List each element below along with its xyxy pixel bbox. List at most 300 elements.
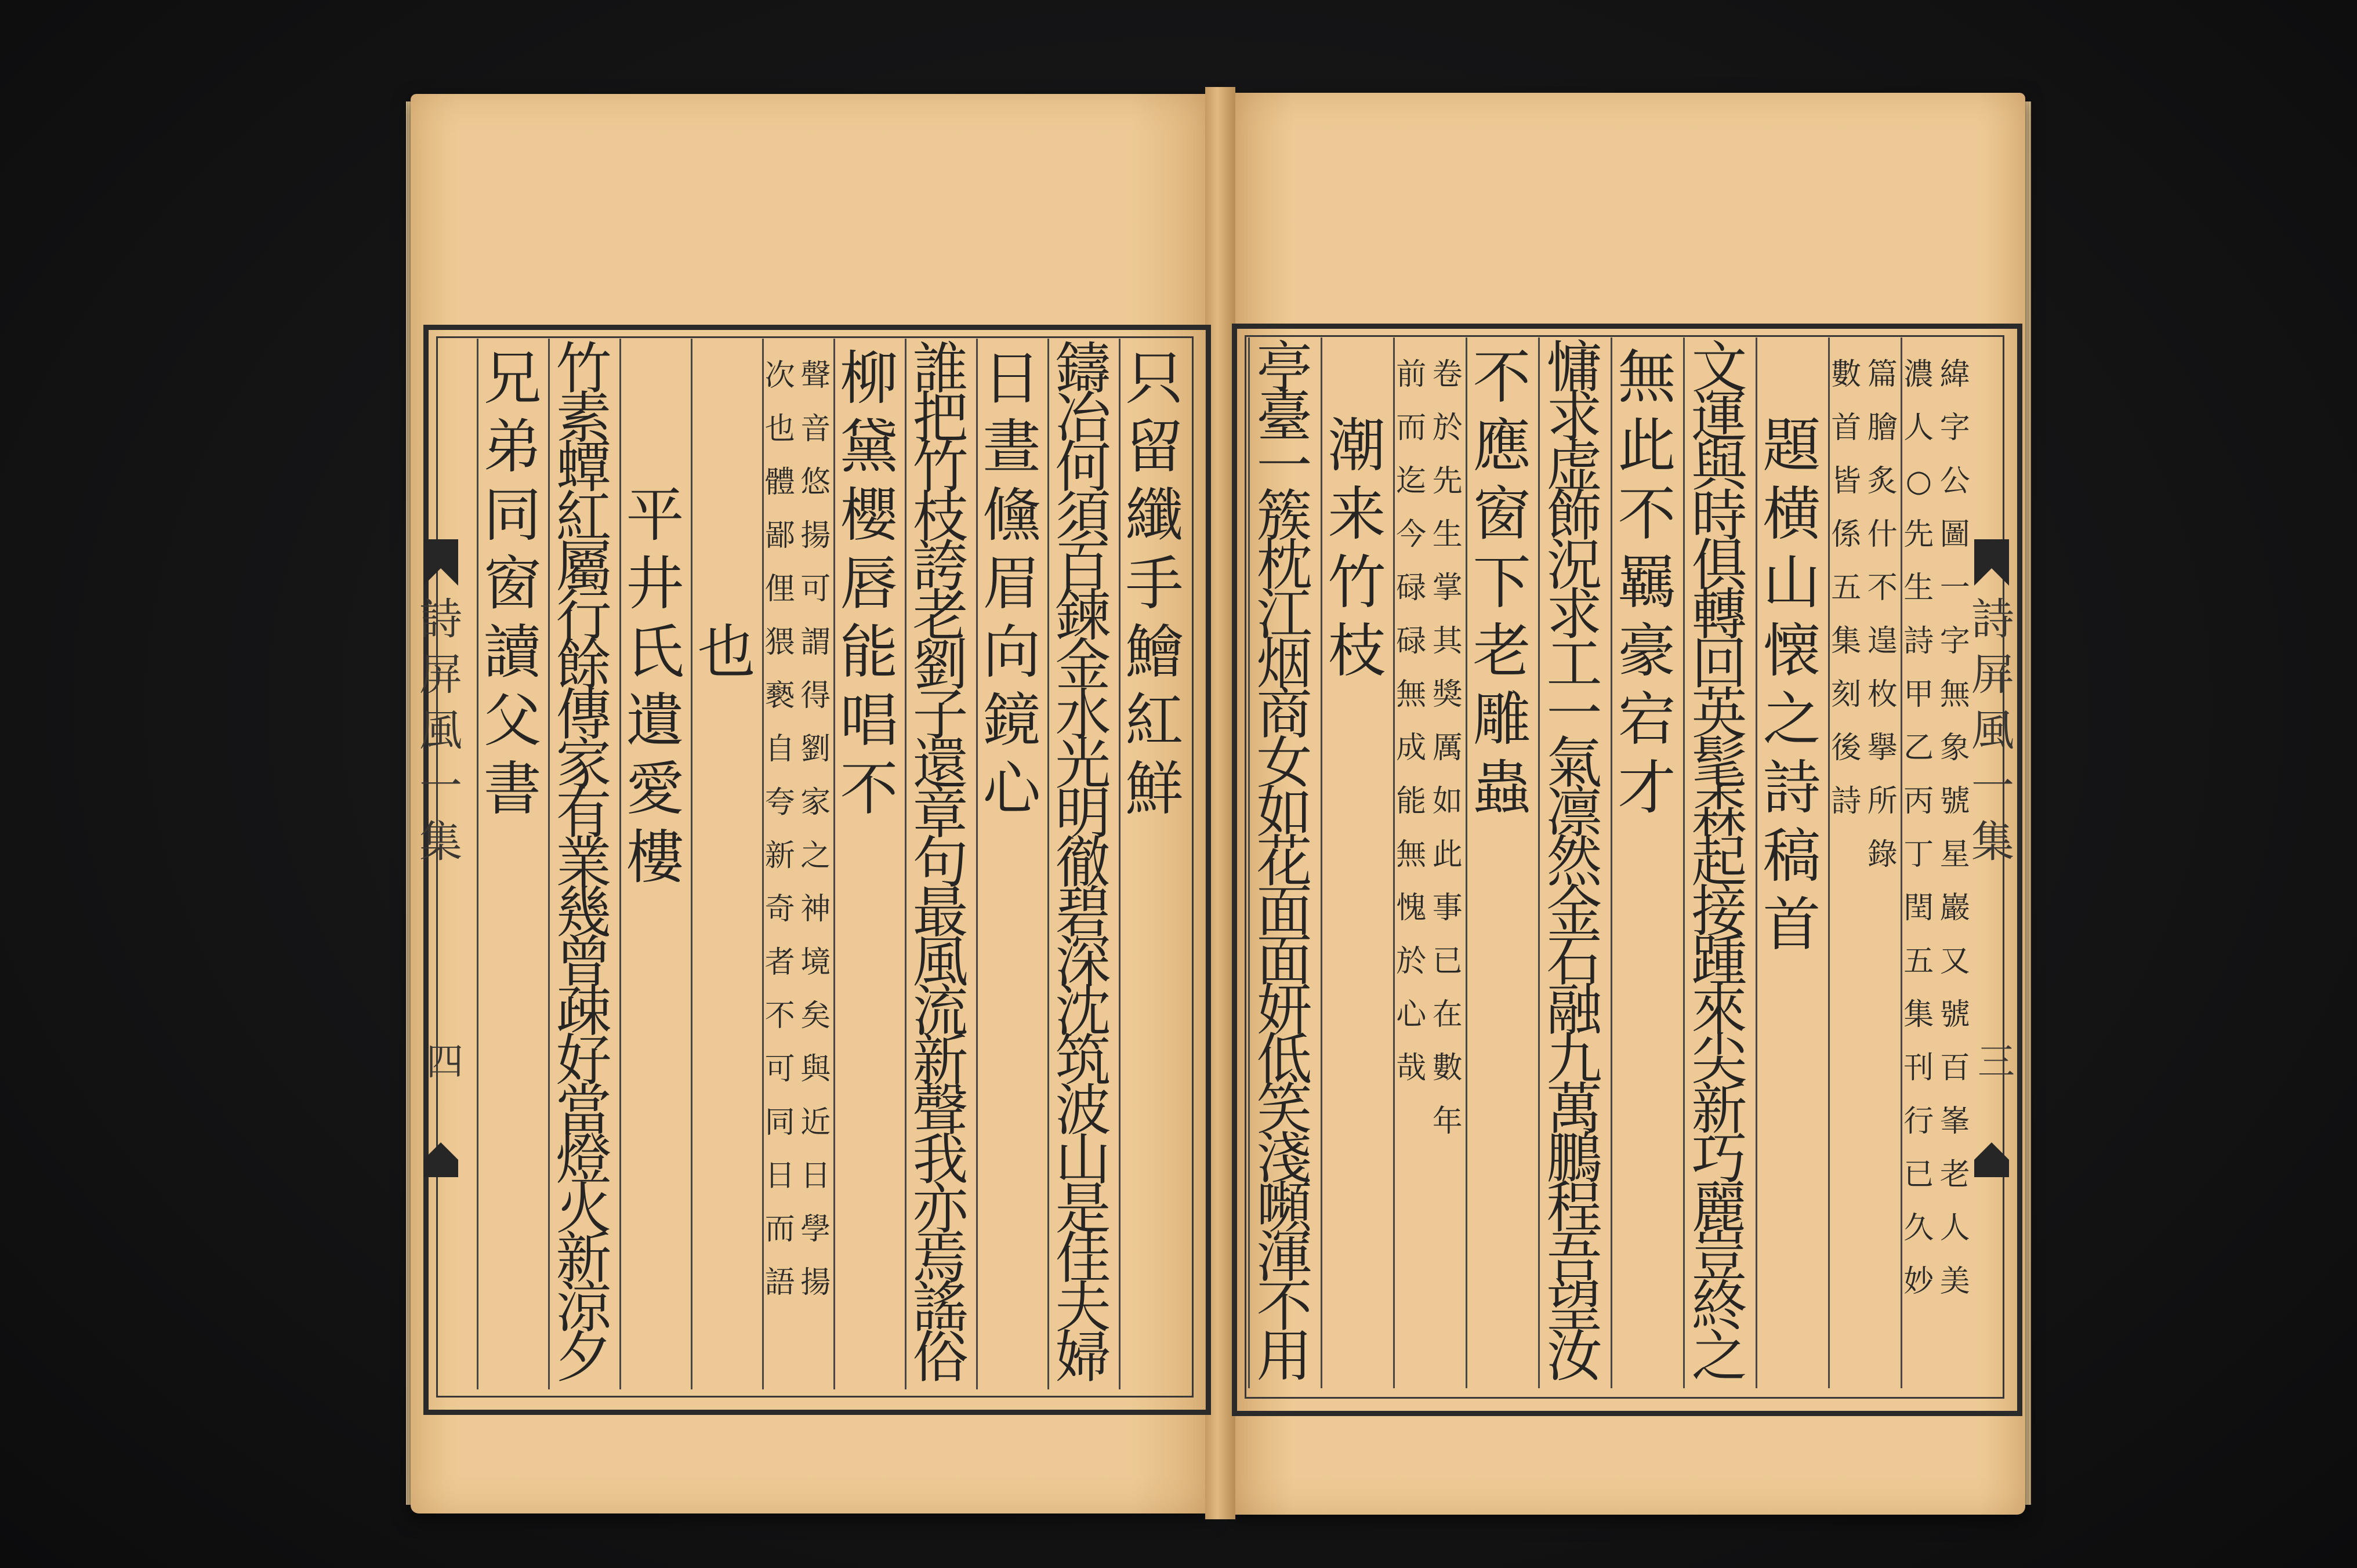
character: 愛 (626, 755, 684, 823)
character: 吾 (1546, 1225, 1602, 1290)
character: 來 (1691, 978, 1747, 1043)
character: 如 (1432, 784, 1463, 819)
character: 無 (1939, 677, 1970, 712)
character: 運 (1691, 384, 1747, 450)
character: 聲 (912, 1077, 969, 1143)
character: 渾 (1256, 1225, 1312, 1290)
character: 卷 (1432, 357, 1463, 392)
character: 聲 (800, 358, 831, 393)
character: 詩 (1971, 594, 2014, 644)
character: 傳 (556, 682, 612, 747)
character: 可 (800, 572, 831, 607)
character: 厲 (1432, 731, 1463, 765)
character: 先 (1432, 464, 1463, 499)
character: 徹 (1055, 830, 1111, 896)
character: 枕 (1256, 532, 1312, 598)
character: 山 (1055, 1127, 1111, 1192)
character: 碌 (1396, 624, 1427, 659)
character: 唇 (840, 550, 898, 618)
character: 遺 (626, 687, 684, 754)
character: 弟 (483, 413, 542, 481)
character: 於 (1396, 944, 1427, 979)
character: 眉 (982, 550, 1041, 618)
character: 日 (764, 1159, 795, 1193)
character: 所 (1867, 784, 1898, 819)
character: 平 (626, 481, 684, 549)
text-column (906, 336, 975, 1390)
character: 學 (800, 1212, 831, 1247)
character: 巖 (1939, 891, 1970, 925)
character: 此 (1618, 412, 1676, 480)
annotation-column (1430, 348, 1466, 1148)
character: 碧 (1055, 880, 1111, 945)
character: 一 (1939, 571, 1970, 605)
character: 象 (1939, 731, 1970, 765)
character: 明 (1055, 781, 1111, 847)
character: 妍 (1256, 978, 1312, 1043)
character: 氣 (1546, 730, 1602, 796)
character: 劉 (912, 633, 969, 698)
character: 掌 (1432, 571, 1463, 605)
character: 行 (556, 583, 612, 649)
character: 無 (1396, 837, 1427, 872)
character: 新 (556, 1226, 612, 1291)
character: 時 (1691, 483, 1747, 549)
character: 俱 (1691, 532, 1747, 598)
character: 愧 (1396, 891, 1427, 925)
character: 閏 (1903, 891, 1934, 925)
character: 金 (1055, 633, 1111, 698)
character: 鵬 (1546, 1126, 1602, 1191)
character: 竹 (1328, 549, 1386, 616)
character: 父 (483, 687, 542, 754)
character: 我 (912, 1127, 969, 1192)
character: 兄 (483, 344, 542, 412)
character: 髦 (1691, 730, 1747, 796)
character: 石 (1546, 928, 1602, 993)
character: 業 (556, 830, 612, 896)
character: 已 (1432, 944, 1463, 979)
character: 鑄 (1055, 336, 1111, 401)
character: 是 (1055, 1176, 1111, 1242)
character: 能 (840, 618, 898, 686)
character: 樓 (626, 823, 684, 891)
character: 五 (1831, 571, 1862, 605)
character: 俚 (764, 572, 795, 607)
character: 詩 (1763, 754, 1821, 822)
character: 奇 (764, 892, 795, 927)
character: 才 (1618, 754, 1676, 822)
character: 紅 (556, 484, 612, 550)
character: 豪 (1618, 617, 1676, 685)
character: 而 (1396, 411, 1427, 445)
character: 汝 (1546, 1323, 1602, 1389)
character: 自 (764, 732, 795, 767)
character: 来 (1328, 480, 1386, 548)
character: 花 (1256, 829, 1312, 895)
character: 火 (556, 1176, 612, 1242)
character: 櫻 (840, 481, 898, 549)
character: 五 (1903, 944, 1934, 979)
character: 一 (1546, 681, 1602, 746)
character: 須 (1055, 484, 1111, 550)
character: 與 (1691, 434, 1747, 499)
character: 同 (483, 481, 542, 549)
character: 今 (1396, 517, 1427, 552)
character: 遑 (1867, 624, 1898, 659)
character: 數 (1831, 357, 1862, 392)
character: 一 (1256, 434, 1312, 499)
character: 不 (1618, 480, 1676, 548)
character: 與 (800, 1052, 831, 1087)
character: 蟫 (556, 435, 612, 500)
character: 風 (1971, 706, 2014, 756)
character: 有 (556, 781, 612, 847)
character: 不 (1867, 571, 1898, 605)
character: 婦 (1055, 1324, 1111, 1390)
character: 音 (800, 412, 831, 447)
character: 金 (1546, 879, 1602, 944)
left-page-number: 四 (426, 1041, 463, 1084)
character: 緯 (1939, 357, 1970, 392)
character: 濃 (1903, 357, 1934, 392)
character: 水 (1055, 682, 1111, 747)
character: 最 (912, 880, 969, 945)
character: 如 (1256, 780, 1312, 845)
character: 老 (1939, 1157, 1970, 1192)
character: 鄙 (764, 518, 795, 553)
character: 集 (1971, 817, 2014, 867)
character: 應 (1473, 412, 1531, 480)
character: 人 (1903, 411, 1934, 445)
character: 融 (1546, 978, 1602, 1043)
annotation-column (799, 349, 833, 1309)
character: 刊 (1903, 1051, 1934, 1086)
character: 又 (1939, 944, 1970, 979)
character: 烟 (1256, 631, 1312, 697)
character: 次 (764, 358, 795, 393)
character: 謠 (912, 1275, 969, 1341)
character: 不 (1256, 1274, 1312, 1340)
character: 氏 (626, 618, 684, 686)
character: 窗 (1473, 480, 1531, 548)
character: 悠 (800, 465, 831, 500)
character: 老 (1473, 617, 1531, 685)
character: 句 (912, 830, 969, 896)
text-column (1757, 412, 1827, 959)
character: 家 (556, 731, 612, 797)
annotation-column (1829, 348, 1864, 828)
character: 屏 (1971, 650, 2014, 700)
character: 哉 (1396, 1051, 1427, 1086)
character: 英 (1691, 681, 1747, 746)
character: 麗 (1691, 1175, 1747, 1240)
character: 丙 (1903, 784, 1934, 819)
character: 俗 (912, 1324, 969, 1390)
character: 餘 (556, 633, 612, 698)
character: 程 (1546, 1175, 1602, 1240)
annotation-column (1394, 348, 1429, 1095)
text-column (1120, 344, 1189, 823)
character: 求 (1546, 384, 1602, 450)
text-column (1049, 336, 1118, 1390)
text-column (1684, 335, 1754, 1389)
character: 擧 (1867, 731, 1898, 765)
character: 回 (1691, 631, 1747, 697)
character: 成 (1396, 731, 1427, 765)
character: 況 (1546, 532, 1602, 598)
character: 風 (912, 929, 969, 994)
character: 無 (1396, 677, 1427, 712)
character: 深 (1055, 929, 1111, 994)
character: 誰 (912, 336, 969, 401)
character: 沈 (1055, 979, 1111, 1044)
character: 飾 (1546, 483, 1602, 549)
character: 波 (1055, 1077, 1111, 1143)
character: 萬 (1546, 1076, 1602, 1142)
character: 一 (419, 761, 462, 811)
character: 亦 (912, 1176, 969, 1242)
character: 柳 (840, 344, 898, 412)
character: 不 (1473, 343, 1531, 411)
character: 號 (1939, 997, 1970, 1032)
text-column (1612, 343, 1682, 822)
character: 之 (800, 839, 831, 873)
character: 佳 (1055, 1226, 1111, 1291)
character: 鏡 (982, 687, 1041, 754)
character: 題 (1763, 412, 1821, 480)
character: 好 (556, 1028, 612, 1094)
character: 潮 (1328, 412, 1386, 480)
character: 炙 (1867, 464, 1898, 499)
character: 求 (1546, 582, 1602, 648)
character: 首 (1763, 891, 1821, 959)
character: 膾 (1867, 411, 1898, 445)
character: 夕 (556, 1324, 612, 1390)
character: 號 (1939, 784, 1970, 819)
character: 行 (1903, 1104, 1934, 1139)
character: 之 (1691, 1323, 1747, 1389)
character: 甲 (1903, 677, 1934, 712)
character: 還 (912, 731, 969, 797)
character: 宕 (1618, 685, 1676, 753)
character: 疎 (556, 979, 612, 1044)
character: 起 (1691, 829, 1747, 895)
character: 窗 (483, 550, 542, 618)
character: 子 (912, 682, 969, 747)
character: 文 (1691, 335, 1747, 400)
text-column (835, 344, 904, 823)
character: 女 (1256, 730, 1312, 796)
character: 笑 (1256, 1076, 1312, 1142)
character: 近 (800, 1105, 831, 1140)
character: 枚 (1867, 677, 1898, 712)
character: 向 (982, 618, 1041, 686)
annotation-column (1938, 348, 1973, 1308)
character: 當 (556, 1077, 612, 1143)
character: 係 (1831, 517, 1862, 552)
character: 黛 (840, 413, 898, 481)
character: 枝 (1328, 617, 1386, 685)
character: 晝 (982, 413, 1041, 481)
character: 流 (912, 979, 969, 1044)
column-rule (691, 339, 692, 1389)
character: 涼 (556, 1275, 612, 1341)
character: 同 (764, 1105, 795, 1140)
character: 蟲 (1473, 754, 1531, 822)
character: 章 (912, 781, 969, 847)
character: 老 (912, 583, 969, 649)
character: 不 (840, 755, 898, 823)
character: 讀 (483, 618, 542, 686)
character: 踵 (1691, 928, 1747, 993)
character: 而 (764, 1212, 795, 1247)
character: 簇 (1256, 483, 1312, 549)
character: 素 (556, 386, 612, 451)
character: 字 (1939, 411, 1970, 445)
character: 前 (1396, 357, 1427, 392)
character: 稿 (1763, 822, 1821, 890)
character: 鱠 (1125, 618, 1184, 686)
character: 矣 (800, 999, 831, 1033)
character: 九 (1546, 1027, 1602, 1092)
character: 手 (1125, 550, 1184, 618)
character: 接 (1691, 879, 1747, 944)
character: 後 (1831, 731, 1862, 765)
character: 懐 (1763, 617, 1821, 685)
character: 一 (1971, 761, 2014, 811)
character: 慵 (1546, 335, 1602, 400)
character: 星 (1939, 837, 1970, 872)
character: 書 (483, 755, 542, 823)
text-column (977, 344, 1046, 823)
character: 峯 (1939, 1104, 1970, 1139)
character: 工 (1546, 631, 1602, 697)
character: 夫 (1055, 1275, 1111, 1341)
character: 曾 (556, 929, 612, 994)
right-page-number: 三 (1978, 1041, 2015, 1084)
character: 新 (1691, 1076, 1747, 1142)
character: 者 (764, 945, 795, 980)
character: 首 (1831, 411, 1862, 445)
character: 美 (1939, 1264, 1970, 1299)
character: 先 (1903, 517, 1934, 552)
character: 於 (1432, 411, 1463, 445)
character: 什 (1867, 517, 1898, 552)
character: 可 (764, 1052, 795, 1087)
character: 下 (1473, 549, 1531, 616)
character: 集 (1831, 624, 1862, 659)
character: 獎 (1432, 677, 1463, 712)
character: 詩 (419, 594, 462, 644)
character: 已 (1903, 1157, 1934, 1192)
character: 亭 (1256, 335, 1312, 400)
character: 用 (1256, 1323, 1312, 1389)
character: 圖 (1939, 517, 1970, 552)
character: 百 (1939, 1051, 1970, 1086)
text-column (1467, 343, 1537, 822)
character: 錄 (1867, 837, 1898, 872)
character: 唱 (840, 687, 898, 754)
character: 乙 (1903, 731, 1934, 765)
character: 久 (1903, 1211, 1934, 1246)
character: 其 (1432, 624, 1463, 659)
character: 屏 (419, 650, 462, 700)
character: 望 (1546, 1274, 1602, 1340)
character: 揚 (800, 518, 831, 553)
character: 公 (1939, 464, 1970, 499)
character: 得 (800, 678, 831, 713)
character: 生 (1903, 571, 1934, 605)
text-column (549, 336, 618, 1390)
character: 體 (764, 465, 795, 500)
character: 何 (1055, 435, 1111, 500)
character: 謂 (800, 625, 831, 660)
character: 豈 (1691, 1225, 1747, 1290)
character: 終 (1691, 1274, 1747, 1340)
character: 只 (1125, 344, 1184, 412)
character: 迄 (1396, 464, 1427, 499)
character: 幾 (556, 880, 612, 945)
character: 光 (1055, 731, 1111, 797)
character: 妙 (1903, 1264, 1934, 1299)
character: 刻 (1831, 677, 1862, 712)
character: 不 (764, 999, 795, 1033)
text-column (1322, 412, 1392, 685)
character: 也 (764, 412, 795, 447)
character: 百 (1055, 533, 1111, 599)
character: 竹 (556, 336, 612, 401)
character: 低 (1256, 1027, 1312, 1092)
character: 詩 (1903, 624, 1934, 659)
character: 羈 (1618, 549, 1676, 616)
character: 巧 (1691, 1126, 1747, 1191)
right-margin-title (1970, 591, 2016, 870)
character: ○ (1905, 464, 1932, 499)
character: 井 (626, 550, 684, 618)
annotation-column (763, 349, 797, 1309)
character: 誇 (912, 533, 969, 599)
character: 無 (1618, 343, 1676, 411)
character: 山 (1763, 549, 1821, 616)
character: 語 (764, 1265, 795, 1300)
character: 風 (419, 706, 462, 756)
character: 紅 (1125, 687, 1184, 754)
character: 竹 (912, 435, 969, 500)
character: 篇 (1867, 357, 1898, 392)
character: 把 (912, 386, 969, 451)
character: 數 (1432, 1051, 1463, 1086)
character: 屬 (556, 533, 612, 599)
character: 虚 (1546, 434, 1602, 499)
character: 焉 (912, 1226, 969, 1291)
character: 儵 (982, 481, 1041, 549)
character: 燈 (556, 1127, 612, 1192)
character: 家 (800, 785, 831, 820)
character: 面 (1256, 879, 1312, 944)
character: 轉 (1691, 582, 1747, 648)
character: 集 (1903, 997, 1934, 1032)
text-column (1249, 335, 1319, 1389)
character: 凛 (1546, 780, 1602, 845)
character: 心 (982, 755, 1041, 823)
character: 揚 (800, 1265, 831, 1300)
character: 雕 (1473, 685, 1531, 753)
character: 横 (1763, 480, 1821, 548)
character: 境 (800, 945, 831, 980)
character: 神 (800, 892, 831, 927)
character: 臺 (1256, 384, 1312, 450)
